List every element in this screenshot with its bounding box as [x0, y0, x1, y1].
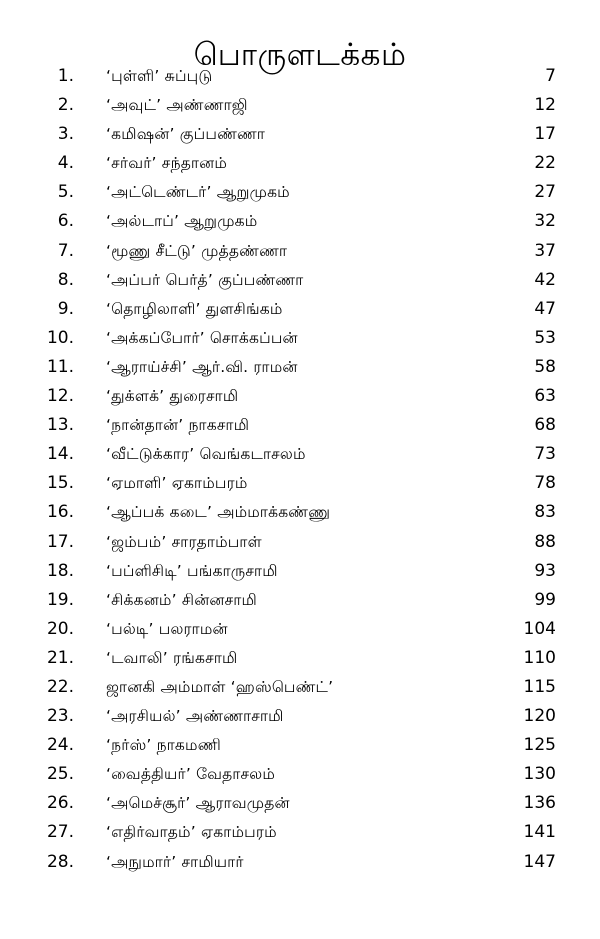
entry-number: 4.	[57, 153, 74, 174]
toc-entry	[0, 498, 600, 527]
entry-page-number: 99	[534, 589, 556, 610]
toc-entry	[0, 469, 600, 498]
entry-title: ஜானகி அம்மாள் ‘ஹஸ்பெண்ட்’	[106, 677, 334, 696]
entry-number: 7.	[57, 240, 74, 261]
toc-entry	[0, 382, 600, 411]
entry-title: ‘ஆராய்ச்சி’ ஆர்.வி. ராமன்	[106, 357, 298, 376]
entry-page-number: 42	[534, 269, 556, 290]
entry-number: 13.	[46, 415, 74, 436]
entry-page-number: 104	[523, 618, 556, 639]
toc-entry	[0, 266, 600, 295]
entry-number: 2.	[57, 95, 74, 116]
entry-title: ‘நர்ஸ்’ நாகமணி	[106, 736, 221, 755]
entry-title: ‘அநுமார்’ சாமியார்	[106, 852, 244, 871]
entry-number: 23.	[46, 706, 74, 727]
entry-number: 6.	[57, 211, 74, 232]
entry-page-number: 130	[523, 764, 556, 785]
entry-title: ‘வைத்தியர்’ வேதாசலம்	[106, 765, 276, 784]
entry-page-number: 37	[534, 240, 556, 261]
toc-entry	[0, 586, 600, 615]
entry-page-number: 136	[523, 793, 556, 814]
toc-entry	[0, 120, 600, 149]
entry-title: ‘அமெச்சூர்’ ஆராவமுதன்	[106, 794, 290, 813]
entry-number: 14.	[46, 444, 74, 465]
entry-title: ‘பல்டி’ பலராமன்	[106, 619, 228, 638]
entry-page-number: 22	[534, 153, 556, 174]
entry-number: 11.	[46, 356, 74, 377]
entry-number: 27.	[46, 822, 74, 843]
entry-title: ‘அக்கப்போர்’ சொக்கப்பன்	[106, 328, 298, 347]
entry-number: 3.	[57, 124, 74, 145]
toc-entry	[0, 324, 600, 353]
toc-entry	[0, 178, 600, 207]
toc-entry	[0, 528, 600, 557]
entry-page-number: 12	[534, 95, 556, 116]
entry-page-number: 53	[534, 327, 556, 348]
entry-page-number: 73	[534, 444, 556, 465]
toc-entry	[0, 62, 600, 91]
entry-page-number: 78	[534, 473, 556, 494]
toc-entry	[0, 353, 600, 382]
toc-entry	[0, 295, 600, 324]
entry-title: ‘வீட்டுக்கார’ வெங்கடாசலம்	[106, 445, 306, 464]
entry-title: ‘ஆப்பக் கடை’ அம்மாக்கண்ணு	[106, 503, 331, 522]
toc-entry	[0, 731, 600, 760]
entry-number: 16.	[46, 502, 74, 523]
toc-entry	[0, 237, 600, 266]
entry-page-number: 68	[534, 415, 556, 436]
entry-title: ‘ஏமாளி’ ஏகாம்பரம்	[106, 474, 248, 493]
entry-page-number: 120	[523, 706, 556, 727]
entry-page-number: 93	[534, 560, 556, 581]
entry-page-number: 115	[523, 676, 556, 697]
entry-page-number: 88	[534, 531, 556, 552]
toc-entry	[0, 207, 600, 236]
entry-title: ‘நான்தான்’ நாகசாமி	[106, 416, 250, 435]
entry-number: 10.	[46, 327, 74, 348]
table-of-contents	[0, 62, 600, 877]
entry-number: 28.	[46, 851, 74, 872]
entry-number: 25.	[46, 764, 74, 785]
entry-page-number: 147	[523, 851, 556, 872]
entry-title: ‘ஜம்பம்’ சாரதாம்பாள்	[106, 532, 262, 551]
entry-page-number: 141	[523, 822, 556, 843]
toc-entry	[0, 702, 600, 731]
entry-title: ‘மூணு சீட்டு’ முத்தண்ணா	[106, 241, 288, 260]
entry-title: ‘கமிஷன்’ குப்பண்ணா	[106, 125, 266, 144]
toc-entry	[0, 557, 600, 586]
entry-page-number: 63	[534, 386, 556, 407]
entry-page-number: 27	[534, 182, 556, 203]
entry-page-number: 58	[534, 356, 556, 377]
toc-entry	[0, 760, 600, 789]
entry-title: ‘அப்பர் பெர்த்’ குப்பண்ணா	[106, 270, 304, 289]
entry-title: ‘பப்ளிசிடி’ பங்காருசாமி	[106, 561, 278, 580]
entry-page-number: 83	[534, 502, 556, 523]
entry-number: 20.	[46, 618, 74, 639]
entry-number: 24.	[46, 735, 74, 756]
entry-number: 21.	[46, 647, 74, 668]
entry-title: ‘அவுட்’ அண்ணாஜி	[106, 96, 248, 115]
toc-entry	[0, 615, 600, 644]
entry-page-number: 110	[523, 647, 556, 668]
entry-page-number: 47	[534, 298, 556, 319]
toc-entry	[0, 848, 600, 877]
entry-title: ‘சர்வர்’ சந்தானம்	[106, 154, 228, 173]
entry-number: 17.	[46, 531, 74, 552]
entry-number: 26.	[46, 793, 74, 814]
entry-page-number: 125	[523, 735, 556, 756]
entry-number: 9.	[57, 298, 74, 319]
entry-number: 8.	[57, 269, 74, 290]
entry-number: 12.	[46, 386, 74, 407]
entry-title: ‘அட்டெண்டர்’ ஆறுமுகம்	[106, 183, 290, 202]
entry-title: ‘புள்ளி’ சுப்புடு	[106, 67, 213, 85]
toc-entry	[0, 818, 600, 847]
entry-number: 15.	[46, 473, 74, 494]
toc-entry	[0, 440, 600, 469]
entry-number: 1.	[57, 66, 74, 86]
toc-entry	[0, 673, 600, 702]
toc-entry	[0, 411, 600, 440]
entry-page-number: 17	[534, 124, 556, 145]
entry-title: ‘அல்டாப்’ ஆறுமுகம்	[106, 212, 258, 231]
entry-title: ‘அரசியல்’ அண்ணாசாமி	[106, 707, 284, 726]
toc-entry	[0, 644, 600, 673]
entry-number: 5.	[57, 182, 74, 203]
entry-page-number: 7	[545, 66, 556, 86]
page-title: பொருளடக்கம்	[193, 36, 407, 73]
entry-number: 18.	[46, 560, 74, 581]
entry-number: 19.	[46, 589, 74, 610]
entry-title: ‘தொழிலாளி’ துளசிங்கம்	[106, 299, 283, 318]
entry-title: ‘டவாலி’ ரங்கசாமி	[106, 648, 238, 667]
toc-entry	[0, 149, 600, 178]
entry-title: ‘துக்ளக்’ துரைசாமி	[106, 387, 239, 406]
entry-title: ‘எதிர்வாதம்’ ஏகாம்பரம்	[106, 823, 277, 842]
toc-entry	[0, 91, 600, 120]
entry-title: ‘சிக்கனம்’ சின்னசாமி	[106, 590, 257, 609]
entry-page-number: 32	[534, 211, 556, 232]
toc-entry	[0, 789, 600, 818]
entry-number: 22.	[46, 676, 74, 697]
